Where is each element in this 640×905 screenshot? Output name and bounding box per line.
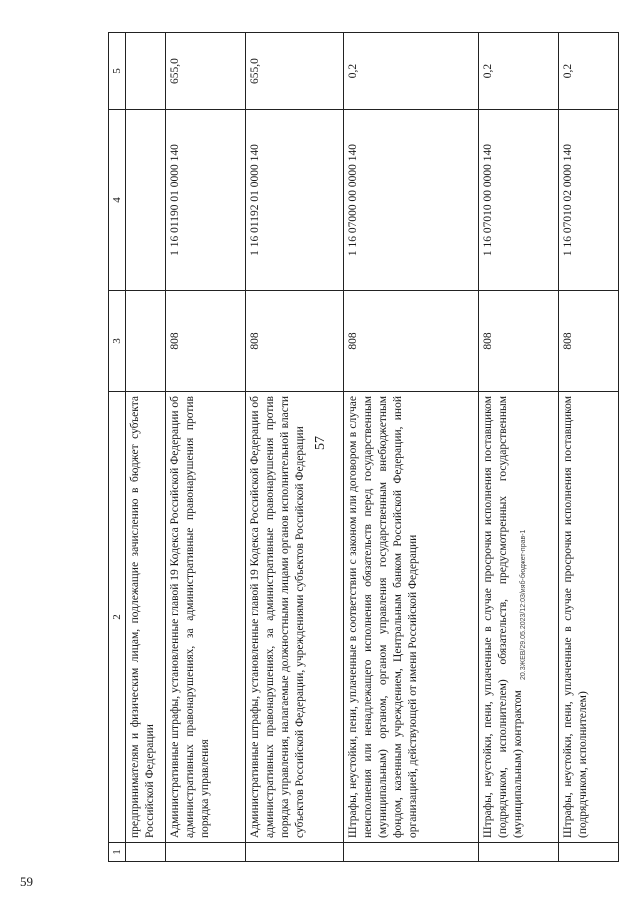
cell-code: 1 16 07010 00 0000 140	[479, 110, 559, 291]
cell-col-1	[344, 843, 479, 862]
cell-name: Административные штрафы, установленные главой 19 Кодекса Российской Федерации об административных правонарушениях, за административные правонарушения против порядка управления, налагаемые должностными лицами органов исполнительной власти субъектов Российской Федерации, учреждениями субъектов Российской Федерации	[246, 392, 344, 843]
cell-value	[126, 33, 166, 110]
table-row	[479, 33, 559, 862]
header-col-3: 3	[109, 291, 126, 392]
table-row	[166, 33, 246, 862]
header-col-5: 5	[109, 33, 126, 110]
table-row	[246, 33, 344, 862]
cell-admin	[126, 291, 166, 392]
cell-code: 1 16 07000 00 0000 140	[344, 110, 479, 291]
cell-admin: 808	[246, 291, 344, 392]
document-stamp: 20.3ЖЕВ/29.05.2023/12:03/ияб-бюджет-прав-1	[520, 529, 527, 680]
header-col-1: 1	[109, 843, 126, 862]
table-row	[126, 33, 166, 862]
cell-code	[126, 110, 166, 291]
cell-name: Штрафы, неустойки, пени, уплаченные в случае просрочки исполнения поставщиком (подрядчиком, исполнителем)	[559, 392, 619, 843]
cell-admin: 808	[559, 291, 619, 392]
cell-name: Штрафы, неустойки, пени, уплаченные в соответствии с законом или договором в случае неисполнения или ненадлежащего исполнения обязательств перед государственным (муниципальным) органом, органом управления государственным внебюджетным фондом, казенным учреждением, Центральным банком Российской Федерации, иной организацией, действующей от имени Российской Федерации	[344, 392, 479, 843]
cell-code: 1 16 01192 01 0000 140	[246, 110, 344, 291]
cell-admin: 808	[166, 291, 246, 392]
cell-value: 655,0	[166, 33, 246, 110]
rotated-table-container	[108, 42, 615, 862]
budget-table	[108, 32, 619, 862]
cell-code: 1 16 07010 02 0000 140	[559, 110, 619, 291]
cell-admin: 808	[479, 291, 559, 392]
cell-code: 1 16 01190 01 0000 140	[166, 110, 246, 291]
table-header-row	[109, 33, 126, 862]
cell-col-1	[559, 843, 619, 862]
header-col-2: 2	[109, 392, 126, 843]
cell-value: 0,2	[479, 33, 559, 110]
cell-value: 0,2	[344, 33, 479, 110]
cell-col-1	[479, 843, 559, 862]
cell-col-1	[166, 843, 246, 862]
cell-name: Штрафы, неустойки, пени, уплаченные в случае просрочки исполнения поставщиком (подрядчиком, исполнителем) обязательств, предусмотренных государственным (муниципальным) контрактом	[479, 392, 559, 843]
page-number-top: 57	[313, 436, 328, 450]
header-col-4: 4	[109, 110, 126, 291]
cell-value: 655,0	[246, 33, 344, 110]
cell-col-1	[126, 843, 166, 862]
cell-admin: 808	[344, 291, 479, 392]
page-number-bottom: 59	[20, 874, 33, 889]
table-row	[559, 33, 619, 862]
cell-name: Административные штрафы, установленные главой 19 Кодекса Российской Федерации об административных правонарушениях, за административные правонарушения против порядка управления	[166, 392, 246, 843]
cell-col-1	[246, 843, 344, 862]
cell-value: 0,2	[559, 33, 619, 110]
cell-name: предпринимателям и физическим лицам, подлежащие зачислению в бюджет субъекта Российской Федерации	[126, 392, 166, 843]
table-row	[344, 33, 479, 862]
